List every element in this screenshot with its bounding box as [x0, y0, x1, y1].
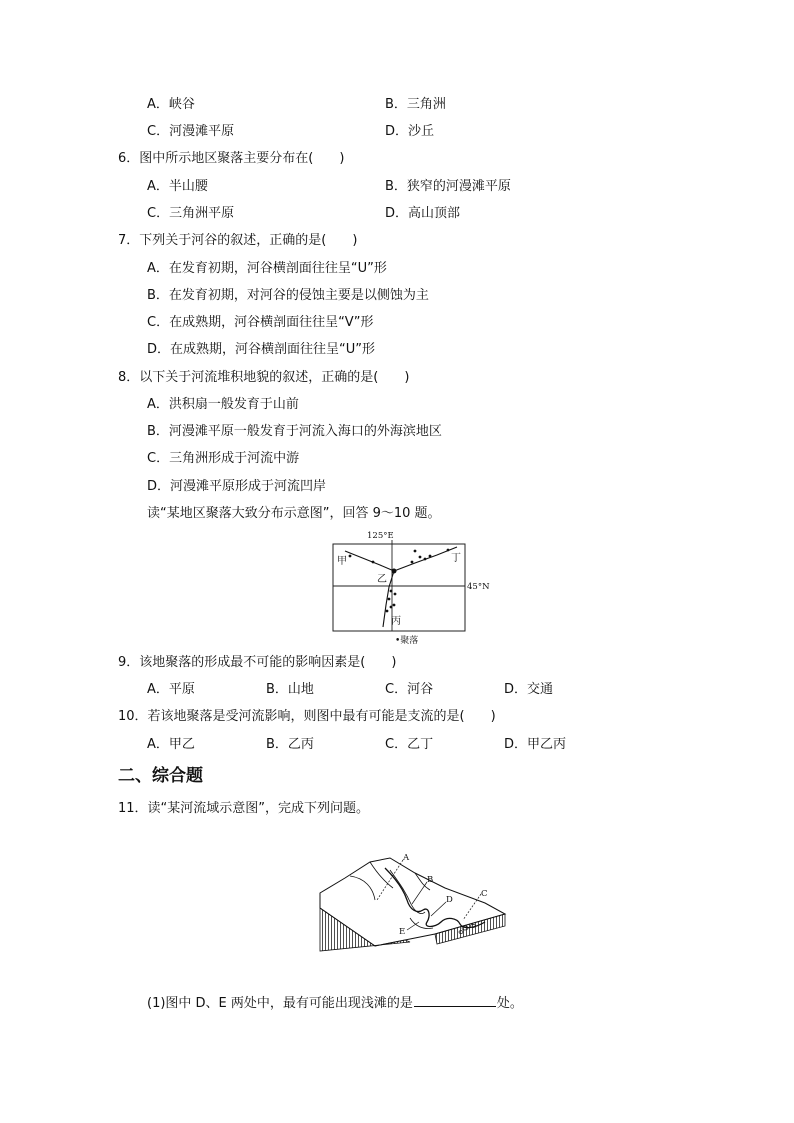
q7-option-c: C．在成熟期，河谷横剖面往往呈“V”形 — [147, 315, 374, 330]
q8-option-a: A．洪积扇一般发育于山前 — [147, 397, 299, 412]
confluence-point — [392, 569, 397, 574]
q7-stem: 7．下列关于河谷的叙述，正确的是( ) — [118, 233, 358, 248]
map-lon-label: 125°E — [367, 531, 394, 541]
q5-option-d: D．沙丘 — [385, 124, 435, 139]
q11-sub1-suffix: 处。 — [496, 996, 523, 1011]
q8-option-d: D．河漫滩平原形成于河流凹岸 — [147, 479, 327, 494]
q8-option-c: C．三角洲形成于河流中游 — [147, 451, 300, 466]
q6-option-c: C．三角洲平原 — [147, 206, 235, 221]
q11-stem: 11．读“某河流域示意图”，完成下列问题。 — [118, 801, 370, 816]
q8-stem: 8．以下关于河流堆积地貌的叙述，正确的是( ) — [118, 370, 410, 385]
map-label-bing: 丙 — [391, 616, 401, 627]
q6-option-b: B．狭窄的河漫滩平原 — [385, 179, 511, 194]
q6-option-d: D．高山顶部 — [385, 206, 461, 221]
q9-option-b: B．山地 — [266, 682, 314, 697]
q7-option-d: D．在成熟期，河谷横剖面往往呈“U”形 — [147, 342, 375, 357]
map-legend: •聚落 — [395, 636, 419, 646]
q6-option-a: A．半山腰 — [147, 179, 208, 194]
q9-stem: 9．该地聚落的形成最不可能的影响因素是( ) — [118, 655, 397, 670]
settlement-map — [325, 527, 500, 649]
diagram-label-a: A — [403, 853, 410, 863]
q5-option-a: A．峡谷 — [147, 97, 195, 112]
q5-option-b: B．三角洲 — [385, 97, 446, 112]
q10-option-b: B．乙丙 — [266, 737, 314, 752]
q10-option-a: A．甲乙 — [147, 737, 195, 752]
map-intro: 读“某地区聚落大致分布示意图”，回答 9～10 题。 — [147, 506, 441, 521]
q10-option-d: D．甲乙丙 — [504, 737, 567, 752]
diagram-label-e: E — [399, 927, 406, 937]
q11-sub1-prefix: (1)图中 D、E 两处中，最有可能出现浅滩的是 — [147, 996, 413, 1011]
diagram-label-b: B — [427, 875, 434, 885]
q7-option-b: B．在发育初期，对河谷的侵蚀主要是以侧蚀为主 — [147, 288, 429, 303]
map-lat-label: 45°N — [467, 582, 490, 592]
q9-option-c: C．河谷 — [385, 682, 434, 697]
q10-option-c: C．乙丁 — [385, 737, 434, 752]
section-heading: 二、综合题 — [118, 766, 203, 786]
q9-option-a: A．平原 — [147, 682, 195, 697]
q7-option-a: A．在发育初期，河谷横剖面往往呈“U”形 — [147, 261, 387, 276]
map-label-ding: 丁 — [451, 553, 461, 564]
river-basin-diagram — [315, 848, 510, 958]
q11-subquestion-1 — [147, 993, 523, 1013]
map-label-yi: 乙 — [377, 574, 387, 585]
diagram-label-d: D — [446, 895, 453, 905]
q5-option-c: C．河漫滩平原 — [147, 124, 235, 139]
q6-stem: 6．图中所示地区聚落主要分布在( ) — [118, 151, 345, 166]
q10-stem: 10．若该地聚落是受河流影响，则图中最有可能是支流的是( ) — [118, 709, 496, 724]
map-label-jia: 甲 — [337, 556, 347, 567]
diagram-label-c: C — [481, 889, 488, 899]
answer-blank[interactable] — [414, 993, 496, 1007]
q9-option-d: D．交通 — [504, 682, 554, 697]
q8-option-b: B．河漫滩平原一般发育于河流入海口的外海滨地区 — [147, 424, 442, 439]
river-jia-yi — [345, 551, 394, 571]
